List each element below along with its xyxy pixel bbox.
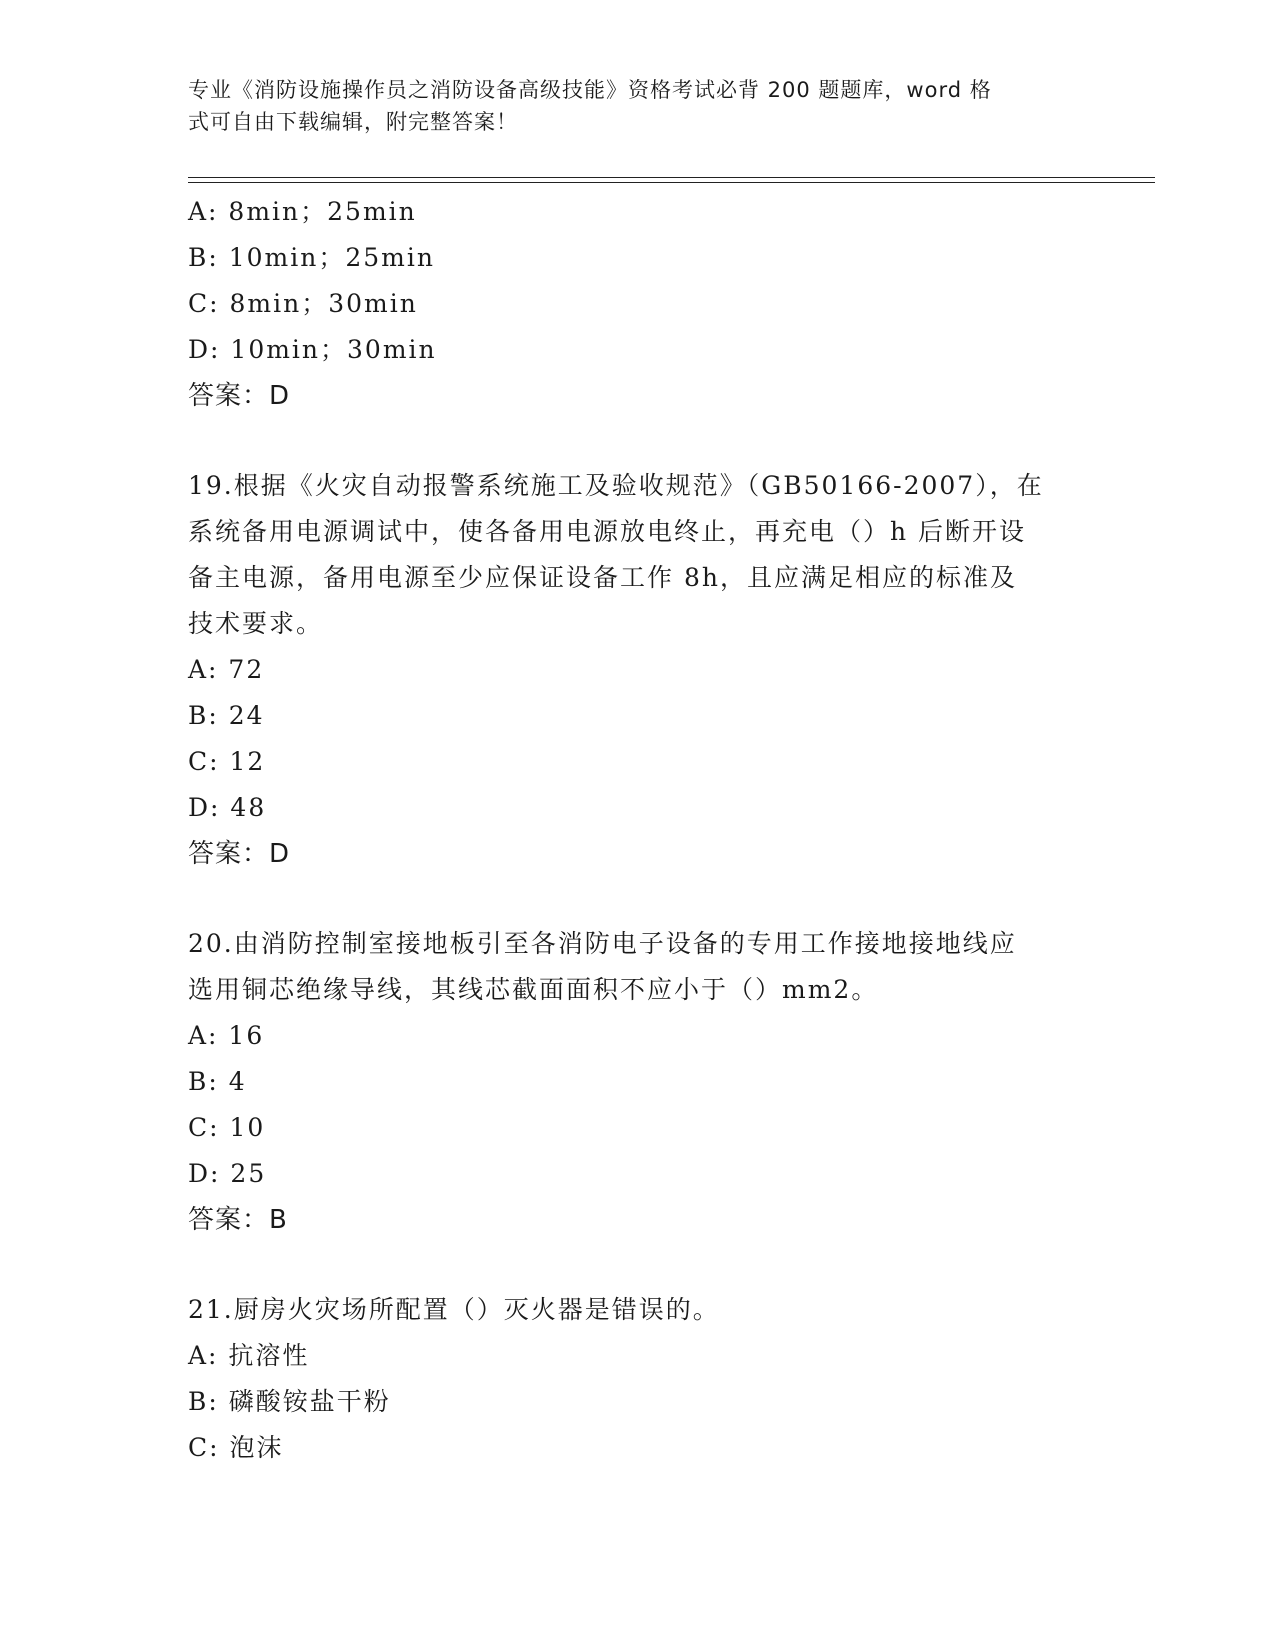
option-d: D: 48 [188, 793, 267, 822]
option-b: B: 24 [188, 701, 265, 730]
option-c: C: 12 [188, 747, 266, 776]
option-a: A: 抗溶性 [188, 1341, 310, 1370]
option-c: C: 泡沫 [188, 1433, 284, 1462]
option-c: C: 10 [188, 1113, 266, 1142]
header-divider-top [188, 177, 1155, 178]
question-21 [188, 1287, 1088, 1471]
header-line-2: 式可自由下载编辑，附完整答案！ [188, 110, 518, 134]
option-d: D: 25 [188, 1159, 267, 1188]
answer: 答案：D [188, 839, 291, 869]
option-a: A: 8min；25min [188, 197, 417, 226]
option-a: A: 72 [188, 655, 265, 684]
option-a: A: 16 [188, 1021, 265, 1050]
option-b: B: 4 [188, 1067, 247, 1096]
question-text-line: 20.由消防控制室接地板引至各消防电子设备的专用工作接地接地线应 [188, 929, 1017, 958]
header-line-1: 专业《消防设施操作员之消防设备高级技能》资格考试必背 200 题题库，word 格 [188, 78, 992, 102]
question-19 [188, 463, 1088, 877]
question-text-line: 系统备用电源调试中，使各备用电源放电终止，再充电（）h 后断开设 [188, 517, 1027, 546]
question-text-line: 备主电源，备用电源至少应保证设备工作 8h，且应满足相应的标准及 [188, 563, 1017, 592]
answer: 答案：B [188, 1205, 288, 1235]
question-list [188, 189, 1088, 1471]
option-d: D: 10min；30min [188, 335, 437, 364]
option-c: C: 8min；30min [188, 289, 418, 318]
question-text-line: 19.根据《火灾自动报警系统施工及验收规范》（GB50166-2007），在 [188, 471, 1044, 500]
header-divider-bottom [188, 182, 1155, 183]
question-text-line: 21.厨房火灾场所配置（）灭火器是错误的。 [188, 1295, 720, 1324]
question-text-line: 技术要求。 [188, 609, 324, 638]
option-b: B: 磷酸铵盐干粉 [188, 1387, 391, 1416]
option-b: B: 10min；25min [188, 243, 435, 272]
question-text-line: 选用铜芯绝缘导线，其线芯截面面积不应小于（）mm2。 [188, 975, 879, 1004]
answer: 答案：D [188, 381, 291, 411]
question-20 [188, 921, 1088, 1243]
document-header [188, 74, 1088, 138]
question-18 [188, 189, 1088, 419]
